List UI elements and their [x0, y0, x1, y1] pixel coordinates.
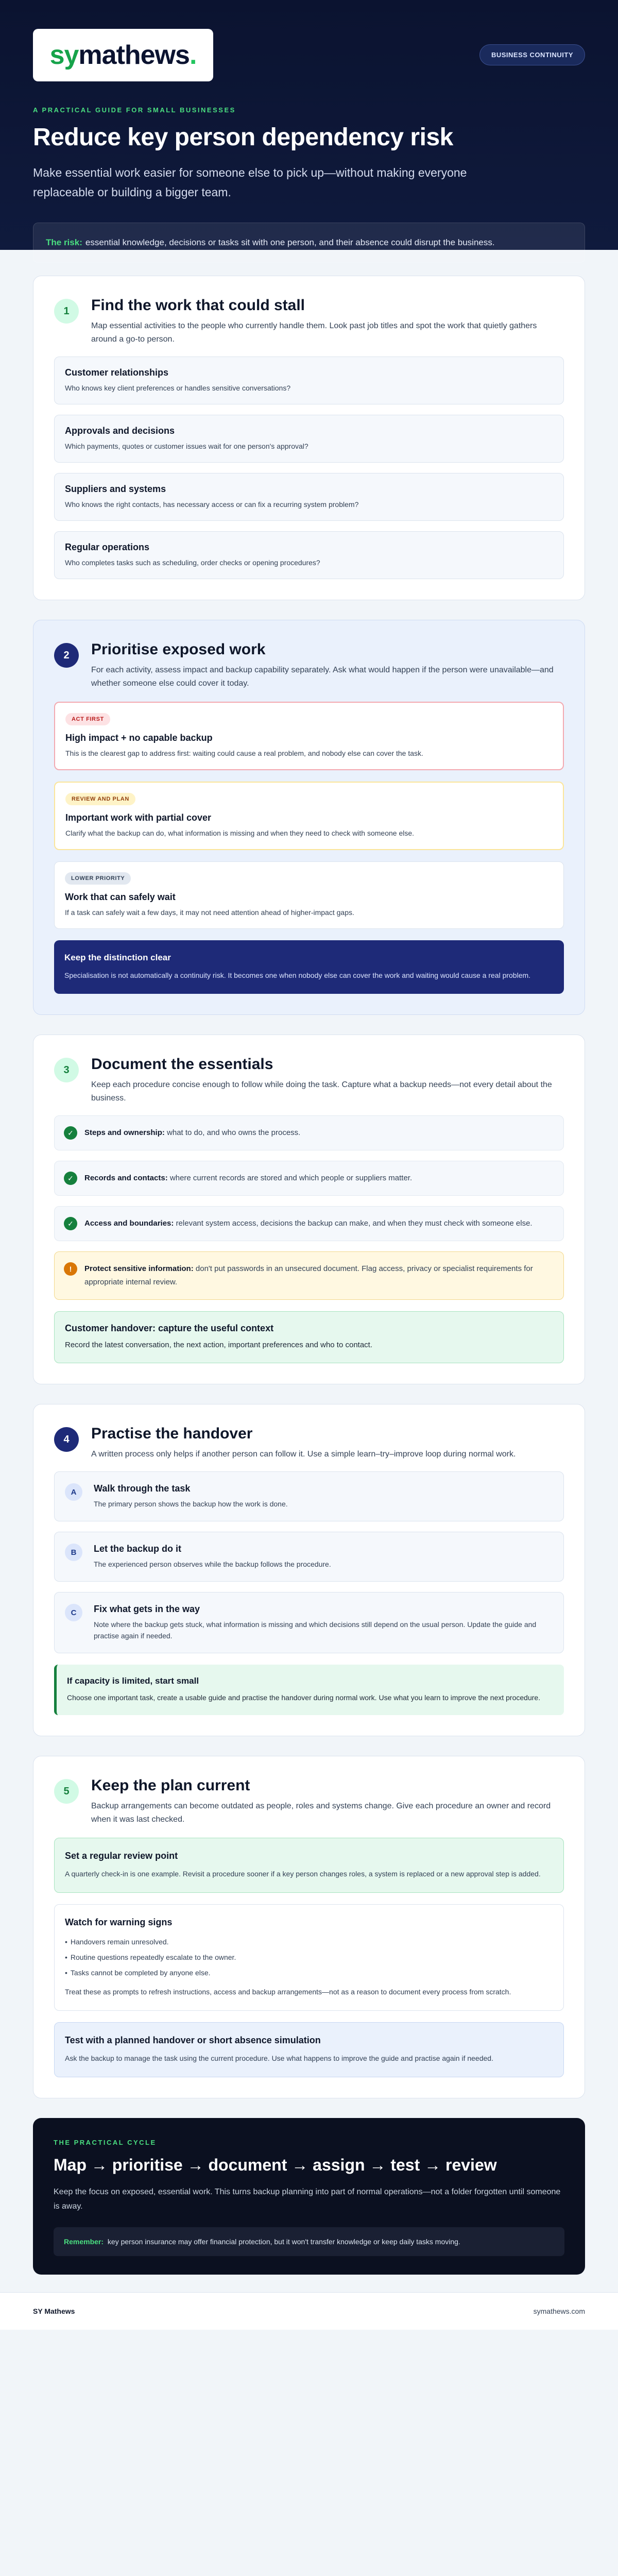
step-number: 3: [54, 1058, 79, 1082]
step-letter: B: [65, 1544, 82, 1561]
box-title: Set a regular review point: [65, 1851, 178, 1861]
logo-dot: .: [189, 40, 197, 70]
priority-card-lower: [54, 861, 564, 929]
step-number: 5: [54, 1779, 79, 1804]
handover-step-title: Walk through the task: [94, 1483, 191, 1494]
item-title: Suppliers and systems: [65, 484, 166, 494]
priority-text: This is the clearest gap to address first: waiting could cause a real problem, and nobody else can cover the task.: [65, 749, 423, 757]
hero-subtitle: Make essential work easier for someone else to pick up—without making everyone replaceable or building a bigger team.: [33, 166, 467, 199]
check-icon: ✓: [64, 1217, 77, 1230]
box-title: Test with a planned handover or short absence simulation: [65, 2035, 321, 2045]
box-text: Treat these as prompts to refresh instructions, access and backup arrangements—not as a reason to document every process from scratch.: [65, 1988, 511, 1996]
activity-item: [54, 473, 564, 521]
check-icon: ✓: [64, 1126, 77, 1140]
step-number: 2: [54, 643, 79, 668]
remember-note: [54, 2227, 564, 2256]
handover-step-title: Fix what gets in the way: [94, 1604, 200, 1614]
warning-signs-list: [65, 1934, 553, 1980]
handover-step: [54, 1592, 564, 1653]
item-text: Who knows the right contacts, has necessary access or can fix a recurring system problem?: [65, 500, 359, 509]
handover-step-text: The experienced person observes while the backup follows the procedure.: [94, 1560, 331, 1568]
step-4-card: [33, 1404, 585, 1736]
box-title: Watch for warning signs: [65, 1917, 173, 1927]
page-footer: [0, 2292, 618, 2330]
logo[interactable]: [33, 29, 213, 81]
priority-card-act-first: [54, 702, 564, 770]
category-badge: BUSINESS CONTINUITY: [479, 44, 585, 65]
warning-icon: !: [64, 1262, 77, 1276]
practical-cycle-panel: [33, 2118, 585, 2275]
step-title: Practise the handover: [91, 1425, 253, 1442]
step-description: Backup arrangements can become outdated as people, roles and systems change. Give each procedure an owner and record when it was last checked.: [91, 1802, 551, 1824]
priority-text: If a task can safely wait a few days, it may not need attention ahead of higher-impact gaps.: [65, 908, 354, 917]
activity-item: [54, 357, 564, 404]
list-item: • Routine questions repeatedly escalate to the owner.: [65, 1950, 553, 1965]
check-text: where current records are stored and which people or suppliers matter.: [169, 1174, 413, 1182]
step-title: Document the essentials: [91, 1056, 273, 1073]
warning-label: Protect sensitive information:: [84, 1264, 194, 1273]
activity-item: [54, 415, 564, 463]
step-description: Map essential activities to the people who currently handle them. Look past job titles and spot the work that quietly gathers around a go-to person.: [91, 321, 537, 344]
cycle-eyebrow: THE PRACTICAL CYCLE: [54, 2139, 157, 2146]
priority-title: Important work with partial cover: [65, 812, 212, 823]
handover-step: [54, 1532, 564, 1582]
review-point-box: [54, 1838, 564, 1893]
logo-sy-text: sy: [49, 40, 79, 70]
step-title: Find the work that could stall: [91, 297, 305, 314]
test-handover-box: [54, 2022, 564, 2077]
step-1-card: [33, 276, 585, 600]
step-5-card: [33, 1756, 585, 2098]
checklist-item: [54, 1115, 564, 1150]
footer-website-link[interactable]: symathews.com: [533, 2307, 585, 2315]
check-label: Records and contacts:: [84, 1174, 168, 1182]
step-letter: A: [65, 1483, 82, 1501]
risk-label: The risk:: [46, 238, 82, 247]
check-label: Steps and ownership:: [84, 1128, 165, 1137]
handover-step-text: The primary person shows the backup how the work is done.: [94, 1500, 288, 1508]
checklist-item: [54, 1206, 564, 1241]
step-3-card: [33, 1035, 585, 1384]
step-number: 1: [54, 299, 79, 324]
handover-step-text: Note where the backup gets stuck, what information is missing and which decisions still depend on the usual person. Update the guide and practise again if needed.: [94, 1620, 537, 1640]
priority-pill: ACT FIRST: [65, 713, 110, 725]
footer-brand: SY Mathews: [33, 2307, 75, 2315]
check-label: Access and boundaries:: [84, 1219, 174, 1228]
checklist-item: [54, 1161, 564, 1196]
hero-header: [0, 0, 618, 250]
cycle-title: Map → prioritise → document → assign → test → review: [54, 2156, 497, 2174]
risk-callout: [33, 223, 585, 263]
box-text: A quarterly check-in is one example. Revisit a procedure sooner if a key person changes roles, a system is replaced or a new approval step is added.: [65, 1870, 541, 1878]
handover-step: [54, 1471, 564, 1521]
warning-signs-box: [54, 1904, 564, 2011]
item-title: Regular operations: [65, 542, 150, 552]
handover-step-title: Let the backup do it: [94, 1544, 182, 1554]
priority-card-review: [54, 782, 564, 850]
check-text: relevant system access, decisions the backup can make, and when they must check with someone else.: [176, 1219, 533, 1228]
check-text: what to do, and who owns the process.: [167, 1128, 301, 1137]
hero-eyebrow: A PRACTICAL GUIDE FOR SMALL BUSINESSES: [33, 106, 236, 114]
box-title: Customer handover: capture the useful context: [65, 1323, 274, 1333]
step-2-card: [33, 620, 585, 1015]
step-title: Keep the plan current: [91, 1777, 250, 1794]
item-text: Which payments, quotes or customer issues wait for one person's approval?: [65, 442, 308, 450]
box-text: Ask the backup to manage the task using the current procedure. Use what happens to improve the guide and practise again if needed.: [65, 2054, 493, 2062]
remember-text: key person insurance may offer financial protection, but it won't transfer knowledge or keep daily tasks moving.: [107, 2238, 460, 2246]
warning-text: don't put passwords in an unsecured document. Flag access, privacy or specialist requirements for appropriate internal review.: [84, 1264, 533, 1286]
priority-pill: REVIEW AND PLAN: [65, 793, 135, 805]
step-letter: C: [65, 1604, 82, 1621]
priority-pill: LOWER PRIORITY: [65, 872, 131, 885]
step-number: 4: [54, 1427, 79, 1452]
step-description: Keep each procedure concise enough to follow while doing the task. Capture what a backup needs—not every detail about the business.: [91, 1080, 552, 1103]
item-text: Who knows key client preferences or handles sensitive conversations?: [65, 384, 291, 392]
priority-title: Work that can safely wait: [65, 892, 176, 902]
item-title: Customer relationships: [65, 367, 169, 378]
logo-name-text: mathews: [78, 40, 190, 70]
priority-text: Clarify what the backup can do, what information is missing and when they need to check with someone else.: [65, 829, 415, 837]
customer-handover-box: [54, 1311, 564, 1363]
item-text: Who completes tasks such as scheduling, order checks or opening procedures?: [65, 558, 320, 567]
note-text: Specialisation is not automatically a continuity risk. It becomes one when nobody else can cover the work and waiting would cause a real problem.: [64, 971, 531, 979]
box-text: Record the latest conversation, the next action, important preferences and who to contact.: [65, 1341, 373, 1349]
distinction-note: [54, 940, 564, 994]
step-description: For each activity, assess impact and backup capability separately. Ask what would happen if the person were unavailable—and whether someone else could cover it today.: [91, 666, 554, 688]
start-small-callout: [54, 1665, 564, 1715]
check-icon: ✓: [64, 1172, 77, 1185]
sensitive-info-warning: [54, 1251, 564, 1300]
cycle-text: Keep the focus on exposed, essential work. This turns backup planning into part of normal operations—not a folder forgotten until someone is away.: [54, 2188, 561, 2211]
callout-title: If capacity is limited, start small: [67, 1676, 199, 1686]
list-item: • Tasks cannot be completed by anyone else.: [65, 1965, 553, 1980]
item-title: Approvals and decisions: [65, 426, 175, 436]
priority-title: High impact + no capable backup: [65, 733, 213, 743]
remember-label: Remember:: [64, 2238, 104, 2246]
list-item: • Handovers remain unresolved.: [65, 1934, 553, 1950]
step-description: A written process only helps if another person can follow it. Use a simple learn–try–improve loop during normal work.: [91, 1450, 516, 1459]
step-title: Prioritise exposed work: [91, 641, 266, 658]
risk-text: essential knowledge, decisions or tasks sit with one person, and their absence could disrupt the business.: [85, 238, 495, 247]
note-title: Keep the distinction clear: [64, 953, 171, 962]
activity-item: [54, 531, 564, 579]
callout-text: Choose one important task, create a usable guide and practise the handover during normal work. Use what you learn to improve the next procedure.: [67, 1693, 541, 1702]
page-title: Reduce key person dependency risk: [33, 124, 453, 151]
